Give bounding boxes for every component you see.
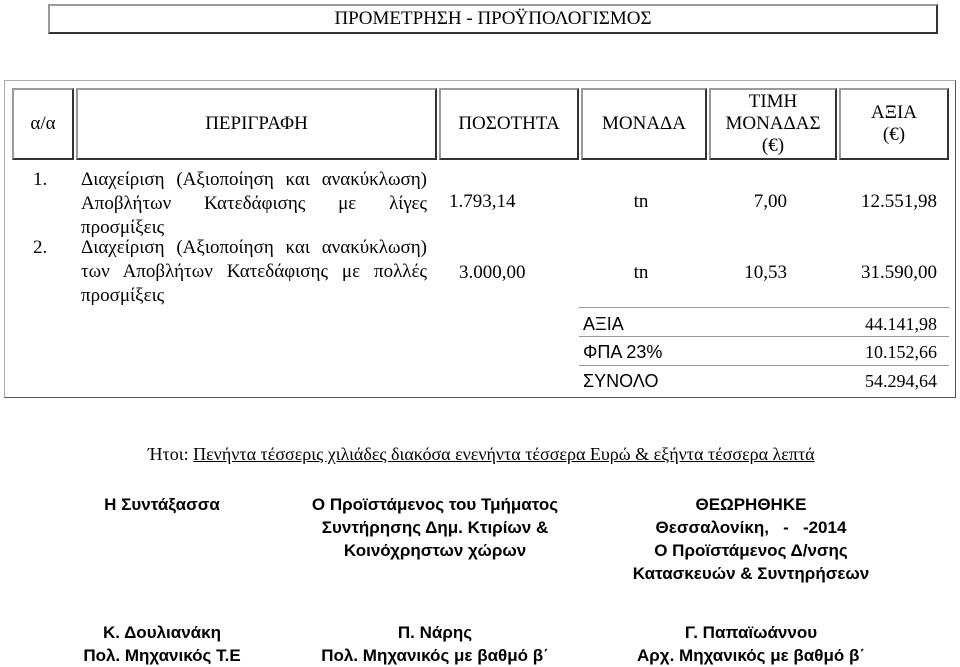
row-1-description-line3: προσμίξεις	[81, 217, 165, 238]
header-value-line1: ΑΞΙΑ	[871, 102, 917, 123]
amount-in-words	[148, 444, 815, 465]
signature-col3-title: Αρχ. Μηχανικός με βαθμό β΄	[637, 646, 865, 665]
row-2-value: 31.590,00	[861, 262, 937, 283]
row-2-description-line2: των Αποβλήτων Κατεδάφισης με πολλές	[81, 261, 427, 282]
summary-value-label: ΑΞΙΑ	[583, 314, 624, 334]
signature-col2-role-line1: Ο Προϊστάμενος του Τμήματος	[311, 495, 559, 514]
signature-col3-date-line: Θεσσαλονίκη, - -2014	[655, 518, 847, 537]
signature-col2-role	[290, 493, 580, 562]
row-1-description-line1: Διαχείριση (Αξιοποίηση και ανακύκλωση)	[81, 169, 427, 190]
signature-col3-role	[606, 493, 896, 585]
header-unit-price-line3: (€)	[761, 135, 785, 156]
header-aa	[12, 88, 74, 160]
header-unit-price	[709, 88, 837, 160]
signature-col3-signer	[606, 621, 896, 667]
header-description-text: ΠΕΡΙΓΡΑΦΗ	[205, 113, 308, 134]
signature-col3-role-line3: Ο Προϊστάμενος Δ/νσης	[654, 541, 848, 560]
row-2-unit-price: 10,53	[744, 262, 787, 283]
row-2-aa: 2.	[33, 237, 48, 258]
signature-col1-title: Πολ. Μηχανικός Τ.Ε	[83, 646, 241, 665]
header-quantity	[439, 88, 579, 160]
header-value	[839, 88, 949, 160]
header-unit-price-line1: ΤΙΜΗ	[748, 91, 798, 112]
signature-col2-role-line3: Κοινόχρηστων χώρων	[343, 541, 527, 560]
header-aa-text: α/α	[30, 113, 56, 134]
row-2-unit: tn	[633, 262, 649, 283]
amount-in-words-text: Πενήντα τέσσερις χιλιάδες διακόσα ενενήντα τέσσερα Ευρώ & εξήντα τέσσερα λεπτά	[193, 444, 815, 464]
summary-vat-label: ΦΠΑ 23%	[583, 342, 663, 362]
summary-value-amount: 44.141,98	[865, 314, 937, 334]
estimate-table	[4, 80, 956, 398]
summary-divider-1	[579, 336, 949, 337]
row-2-description-line3: προσμίξεις	[81, 285, 165, 306]
header-unit-text: ΜΟΝΑΔΑ	[602, 113, 686, 134]
signature-col3-role-line1: ΘΕΩΡΗΘΗΚΕ	[695, 495, 807, 514]
row-2-description-line1: Διαχείριση (Αξιοποίηση και ανακύκλωση)	[81, 237, 427, 258]
document-title-text: ΠΡΟΜΕΤΡΗΣΗ - ΠΡΟΫΠΟΛΟΓΙΣΜΟΣ	[334, 8, 652, 29]
row-1-value: 12.551,98	[861, 191, 937, 212]
signature-col2-signer	[290, 621, 580, 667]
document-title	[48, 4, 938, 34]
signature-col2-name: Π. Νάρης	[397, 623, 473, 642]
row-1-description	[81, 168, 427, 240]
row-1-quantity: 1.793,14	[449, 191, 516, 212]
signature-col1-role: Η Συντάξασσα	[104, 495, 220, 514]
signature-col3-name: Γ. Παπαϊωάννου	[684, 623, 818, 642]
header-description	[76, 88, 437, 160]
header-unit	[581, 88, 707, 160]
summary-divider-top	[579, 307, 949, 308]
row-1-description-line2: Αποβλήτων Κατεδάφισης με λίγες	[81, 193, 427, 214]
row-2-description	[81, 236, 427, 308]
signature-col1-name: Κ. Δουλιανάκη	[103, 623, 221, 642]
header-quantity-text: ΠΟΣΟΤΗΤΑ	[458, 113, 560, 134]
header-value-line2: (€)	[882, 124, 906, 145]
header-unit-price-line2: ΜΟΝΑΔΑΣ	[725, 113, 821, 134]
signature-col3-role-line4: Κατασκευών & Συντηρήσεων	[632, 564, 870, 583]
summary-total-label: ΣΥΝΟΛΟ	[583, 371, 659, 391]
amount-in-words-prefix: Ήτοι:	[148, 444, 194, 464]
signature-col2-role-line2: Συντήρησης Δημ. Κτιρίων &	[321, 518, 549, 537]
summary-total-amount: 54.294,64	[865, 371, 937, 391]
signature-col1-signer	[62, 621, 262, 667]
row-1-unit: tn	[633, 191, 649, 212]
row-2-quantity: 3.000,00	[459, 262, 526, 283]
summary-vat-amount: 10.152,66	[865, 342, 937, 362]
row-1-aa: 1.	[33, 169, 48, 190]
signature-col2-title: Πολ. Μηχανικός με βαθμό β΄	[321, 646, 549, 665]
row-1-unit-price: 7,00	[753, 191, 787, 212]
summary-divider-2	[579, 365, 949, 366]
